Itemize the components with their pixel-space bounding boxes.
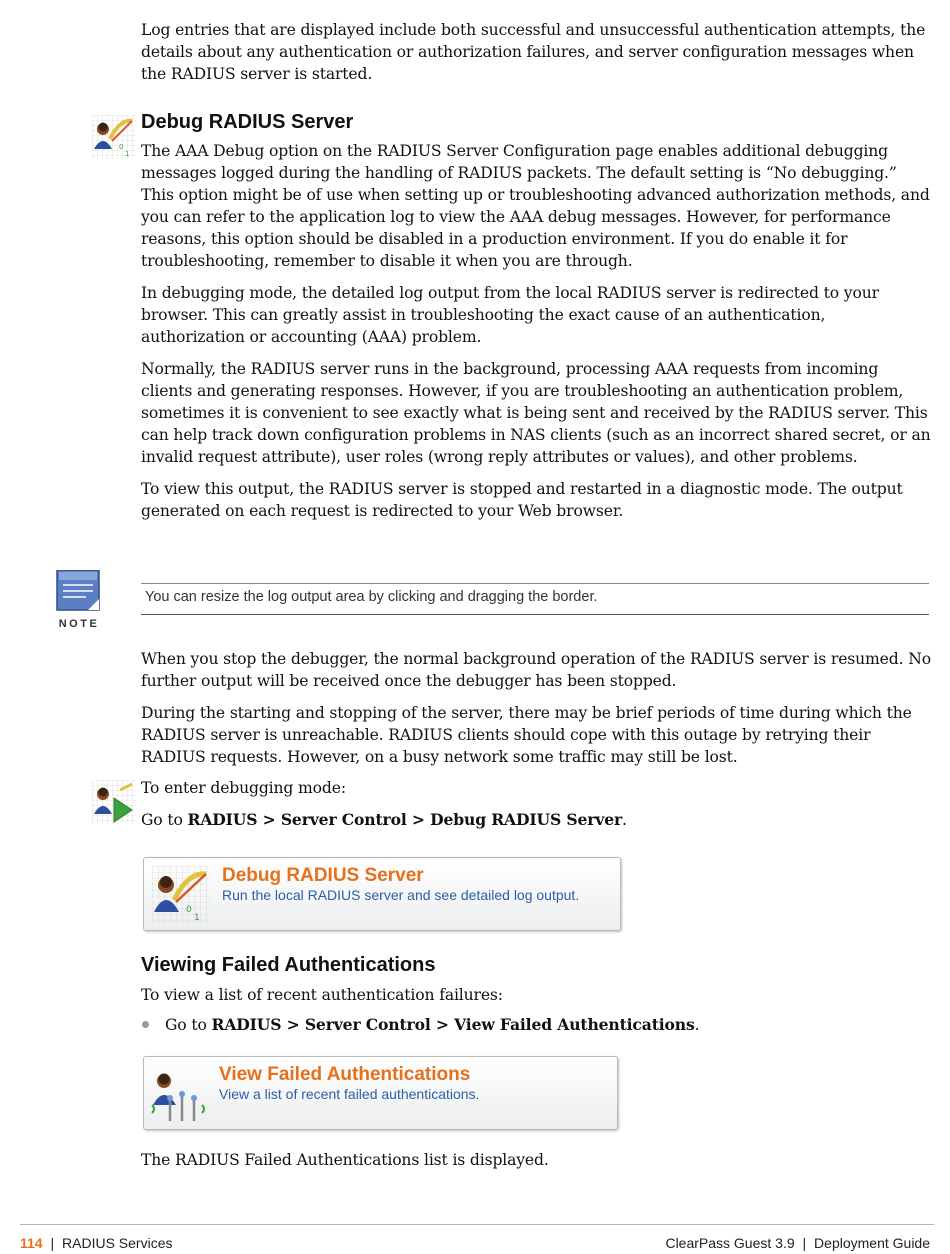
failed-auth-outro: The RADIUS Failed Authentications list is displayed.	[141, 1151, 549, 1169]
footer-separator-left: |	[50, 1235, 55, 1251]
note-box	[141, 583, 929, 615]
debug-server-icon	[92, 115, 136, 159]
section-title-debug: Debug RADIUS Server	[141, 111, 354, 133]
failed-auth-goto-suffix: .	[694, 1016, 700, 1034]
debug-radius-button-title: Debug RADIUS Server	[222, 865, 424, 886]
note-icon	[56, 570, 102, 630]
procedure-step	[141, 809, 931, 831]
failed-auth-outro-block	[141, 1149, 931, 1171]
view-failed-authentications-button[interactable]	[143, 1056, 618, 1130]
intro-block	[141, 19, 931, 85]
procedure-goto-suffix: .	[622, 811, 627, 829]
debug-paragraph-4: To view this output, the RADIUS server is stopped and restarted in a diagnostic mode. The output generated on each request is redirected to your Web browser.	[141, 480, 903, 520]
procedure-block	[141, 777, 931, 831]
note-label: NOTE	[58, 618, 100, 630]
procedure-goto-prefix: Go to	[141, 811, 188, 829]
debug-section	[141, 110, 931, 522]
note-text: You can resize the log output area by clicking and dragging the border.	[145, 589, 598, 605]
footer-separator-right: |	[802, 1235, 807, 1251]
debug-radius-server-button[interactable]	[143, 857, 621, 931]
bullet-dot	[142, 1021, 149, 1028]
procedure-intro: To enter debugging mode:	[141, 779, 346, 797]
debug-radius-button-icon	[152, 866, 210, 924]
svg-text:1: 1	[194, 913, 200, 923]
svg-text:0: 0	[186, 905, 192, 915]
failed-auth-button-title: View Failed Authentications	[219, 1064, 471, 1085]
footer-right	[665, 1235, 930, 1251]
svg-text:1: 1	[125, 150, 130, 158]
debug-paragraph-3: Normally, the RADIUS server runs in the background, processing AAA requests from incoming clients and generating responses. However, if you are troubleshooting an authentication problem, sometimes it is convenient to see exactly what is being sent and received by the RADIUS server. This can help track down configuration problems in NAS clients (such as an incorrect shared secret, or an invalid request attribute), user roles (wrong reply attributes or values), and other problems.	[141, 360, 931, 466]
failed-auth-button-icon	[150, 1065, 210, 1123]
footer-product: ClearPass Guest 3.9	[665, 1235, 795, 1251]
intro-paragraph: Log entries that are displayed include both successful and unsuccessful authentication attempts, the details about any authentication or authorization failures, and server configuration messages when the RADIUS server is started.	[141, 21, 926, 83]
after-note-paragraph-1: When you stop the debugger, the normal background operation of the RADIUS server is resumed. No further output will be received once the debugger has been stopped.	[141, 650, 931, 690]
debug-paragraph-1: The AAA Debug option on the RADIUS Server Configuration page enables additional debugging messages logged during the handling of RADIUS packets. The default setting is “No debugging.” This option might be of use when setting up or troubleshooting advanced authorization methods, and you can refer to the application log to view the AAA debug messages. However, for performance reasons, this option should be disabled in a production environment. If you do enable it for troubleshooting, remember to disable it when you are through.	[141, 142, 930, 270]
failed-auth-step	[165, 1014, 925, 1036]
footer-section: RADIUS Services	[62, 1235, 173, 1251]
debug-paragraph-2: In debugging mode, the detailed log output from the local RADIUS server is redirected to your browser. This can greatly assist in troubleshooting the exact cause of an authentication, authorization or accounting (AAA) problem.	[141, 284, 879, 346]
after-note-paragraph-2: During the starting and stopping of the server, there may be brief periods of time during which the RADIUS server is unreachable. RADIUS clients should cope with this outage by retrying their RADIUS requests. However, on a busy network some traffic may still be lost.	[141, 704, 912, 766]
footer-doc: Deployment Guide	[814, 1235, 930, 1251]
footer-left	[20, 1235, 172, 1251]
section-title-failed-auth: Viewing Failed Authentications	[141, 954, 436, 976]
svg-text:0: 0	[119, 143, 124, 151]
procedure-menu-path: RADIUS > Server Control > Debug RADIUS Server	[187, 810, 623, 829]
failed-auth-section	[141, 953, 931, 1006]
failed-auth-button-subtitle: View a list of recent failed authentications.	[219, 1086, 480, 1102]
failed-auth-goto-prefix: Go to	[165, 1016, 212, 1034]
footer-divider	[20, 1224, 934, 1225]
page-number: 114	[20, 1235, 43, 1251]
failed-auth-menu-path: RADIUS > Server Control > View Failed Authentications	[211, 1015, 695, 1034]
after-note-block	[141, 648, 931, 768]
debug-radius-button-subtitle: Run the local RADIUS server and see detailed log output.	[222, 887, 580, 903]
procedure-icon	[92, 780, 136, 824]
failed-auth-intro: To view a list of recent authentication failures:	[141, 986, 503, 1004]
failed-auth-step-text	[165, 1014, 925, 1036]
